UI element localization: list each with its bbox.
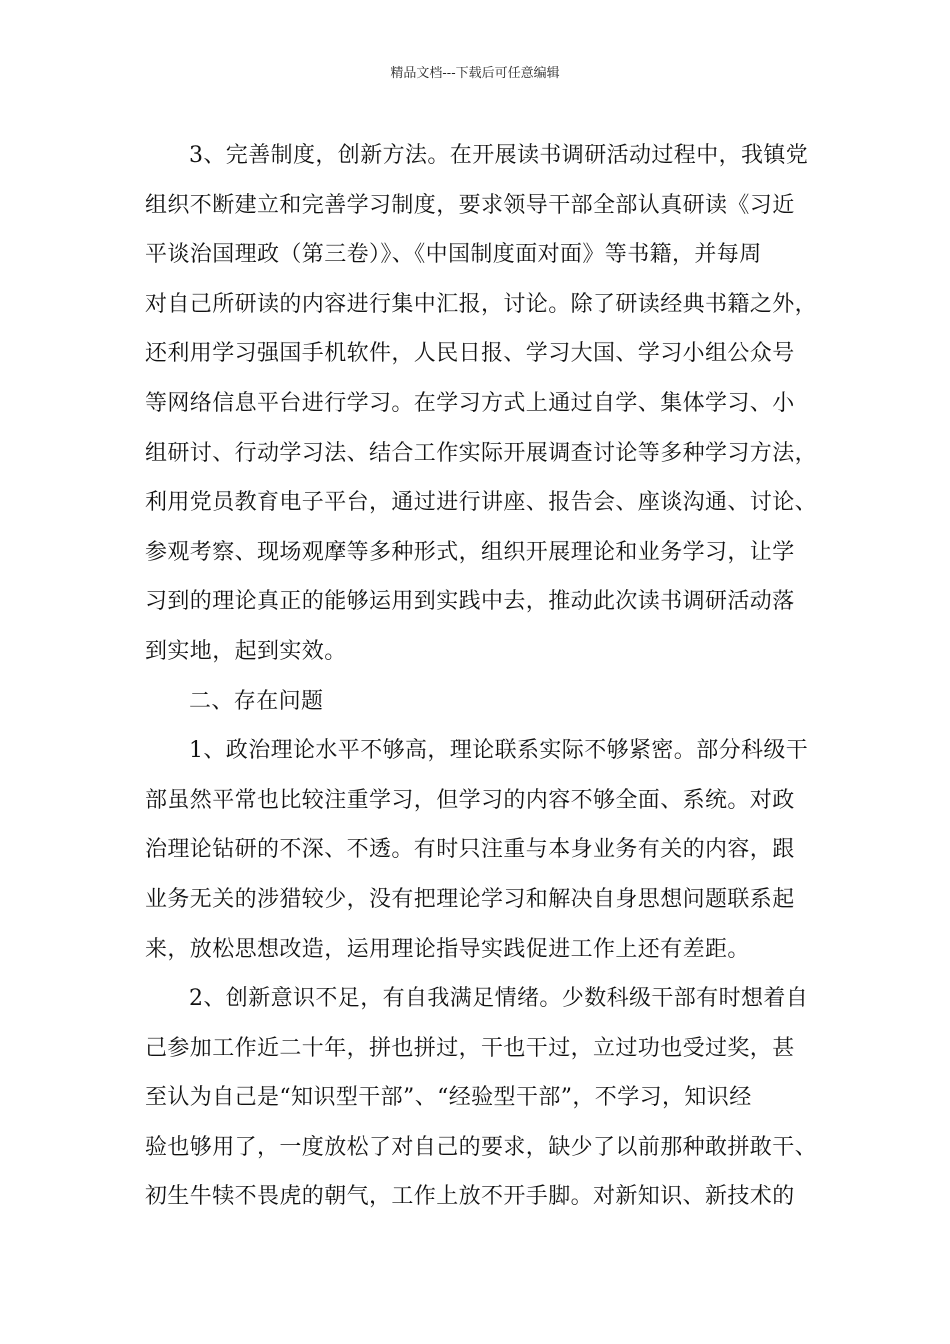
paragraph-line: 部虽然平常也比较注重学习，但学习的内容不够全面、系统。对政 <box>145 787 795 813</box>
document-body <box>145 131 825 1222</box>
paragraph-line: 习到的理论真正的能够运用到实践中去，推动此次读书调研活动落 <box>145 589 795 615</box>
paragraph-line: 还利用学习强国手机软件，人民日报、学习大国、学习小组公众号 <box>145 341 795 367</box>
paragraph-line: 组织不断建立和完善学习制度，要求领导干部全部认真研读《习近 <box>145 192 795 218</box>
paragraph-line: 治理论钻研的不深、不透。有时只注重与本身业务有关的内容，跟 <box>145 837 795 863</box>
paragraph-line: 验也够用了，一度放松了对自己的要求，缺少了以前那种敢拼敢干、 <box>145 1134 818 1160</box>
paragraph-line: 3、完善制度，创新方法。在开展读书调研活动过程中，我镇党 <box>189 143 809 168</box>
paragraph-line: 来，放松思想改造，运用理论指导实践促进工作上还有差距。 <box>145 936 750 962</box>
paragraph-line: 参观考察、现场观摩等多种形式，组织开展理论和业务学习，让学 <box>145 539 795 565</box>
paragraph-line: 对自己所研读的内容进行集中汇报，讨论。除了研读经典书籍之外， <box>145 291 818 317</box>
paragraph-line: 至认为自己是“知识型干部”、“经验型干部”，不学习，知识经 <box>145 1085 752 1111</box>
paragraph-line: 平谈治国理政（第三卷）》、《中国制度面对面》等书籍，并每周 <box>145 242 762 268</box>
paragraph-line: 利用党员教育电子平台，通过进行讲座、报告会、座谈沟通、讨论、 <box>145 490 818 516</box>
page-header: 精品文档---下载后可任意编辑 <box>390 66 560 81</box>
section-heading: 二、存在问题 <box>189 688 324 714</box>
paragraph-line: 2、创新意识不足，有自我满足情绪。少数科级干部有时想着自 <box>189 986 809 1012</box>
paragraph-line: 初生牛犊不畏虎的朝气，工作上放不开手脚。对新知识、新技术的 <box>145 1184 795 1210</box>
paragraph-line: 到实地，起到实效。 <box>145 638 347 664</box>
paragraph-line: 1、政治理论水平不够高，理论联系实际不够紧密。部分科级干 <box>189 738 809 764</box>
paragraph-line: 己参加工作近二十年，拼也拼过，干也干过，立过功也受过奖，甚 <box>145 1035 795 1061</box>
paragraph-line: 等网络信息平台进行学习。在学习方式上通过自学、集体学习、小 <box>145 390 795 416</box>
paragraph-line: 业务无关的涉猎较少，没有把理论学习和解决自身思想问题联系起 <box>145 886 795 912</box>
paragraph-line: 组研讨、行动学习法、结合工作实际开展调查讨论等多种学习方法， <box>145 440 818 466</box>
